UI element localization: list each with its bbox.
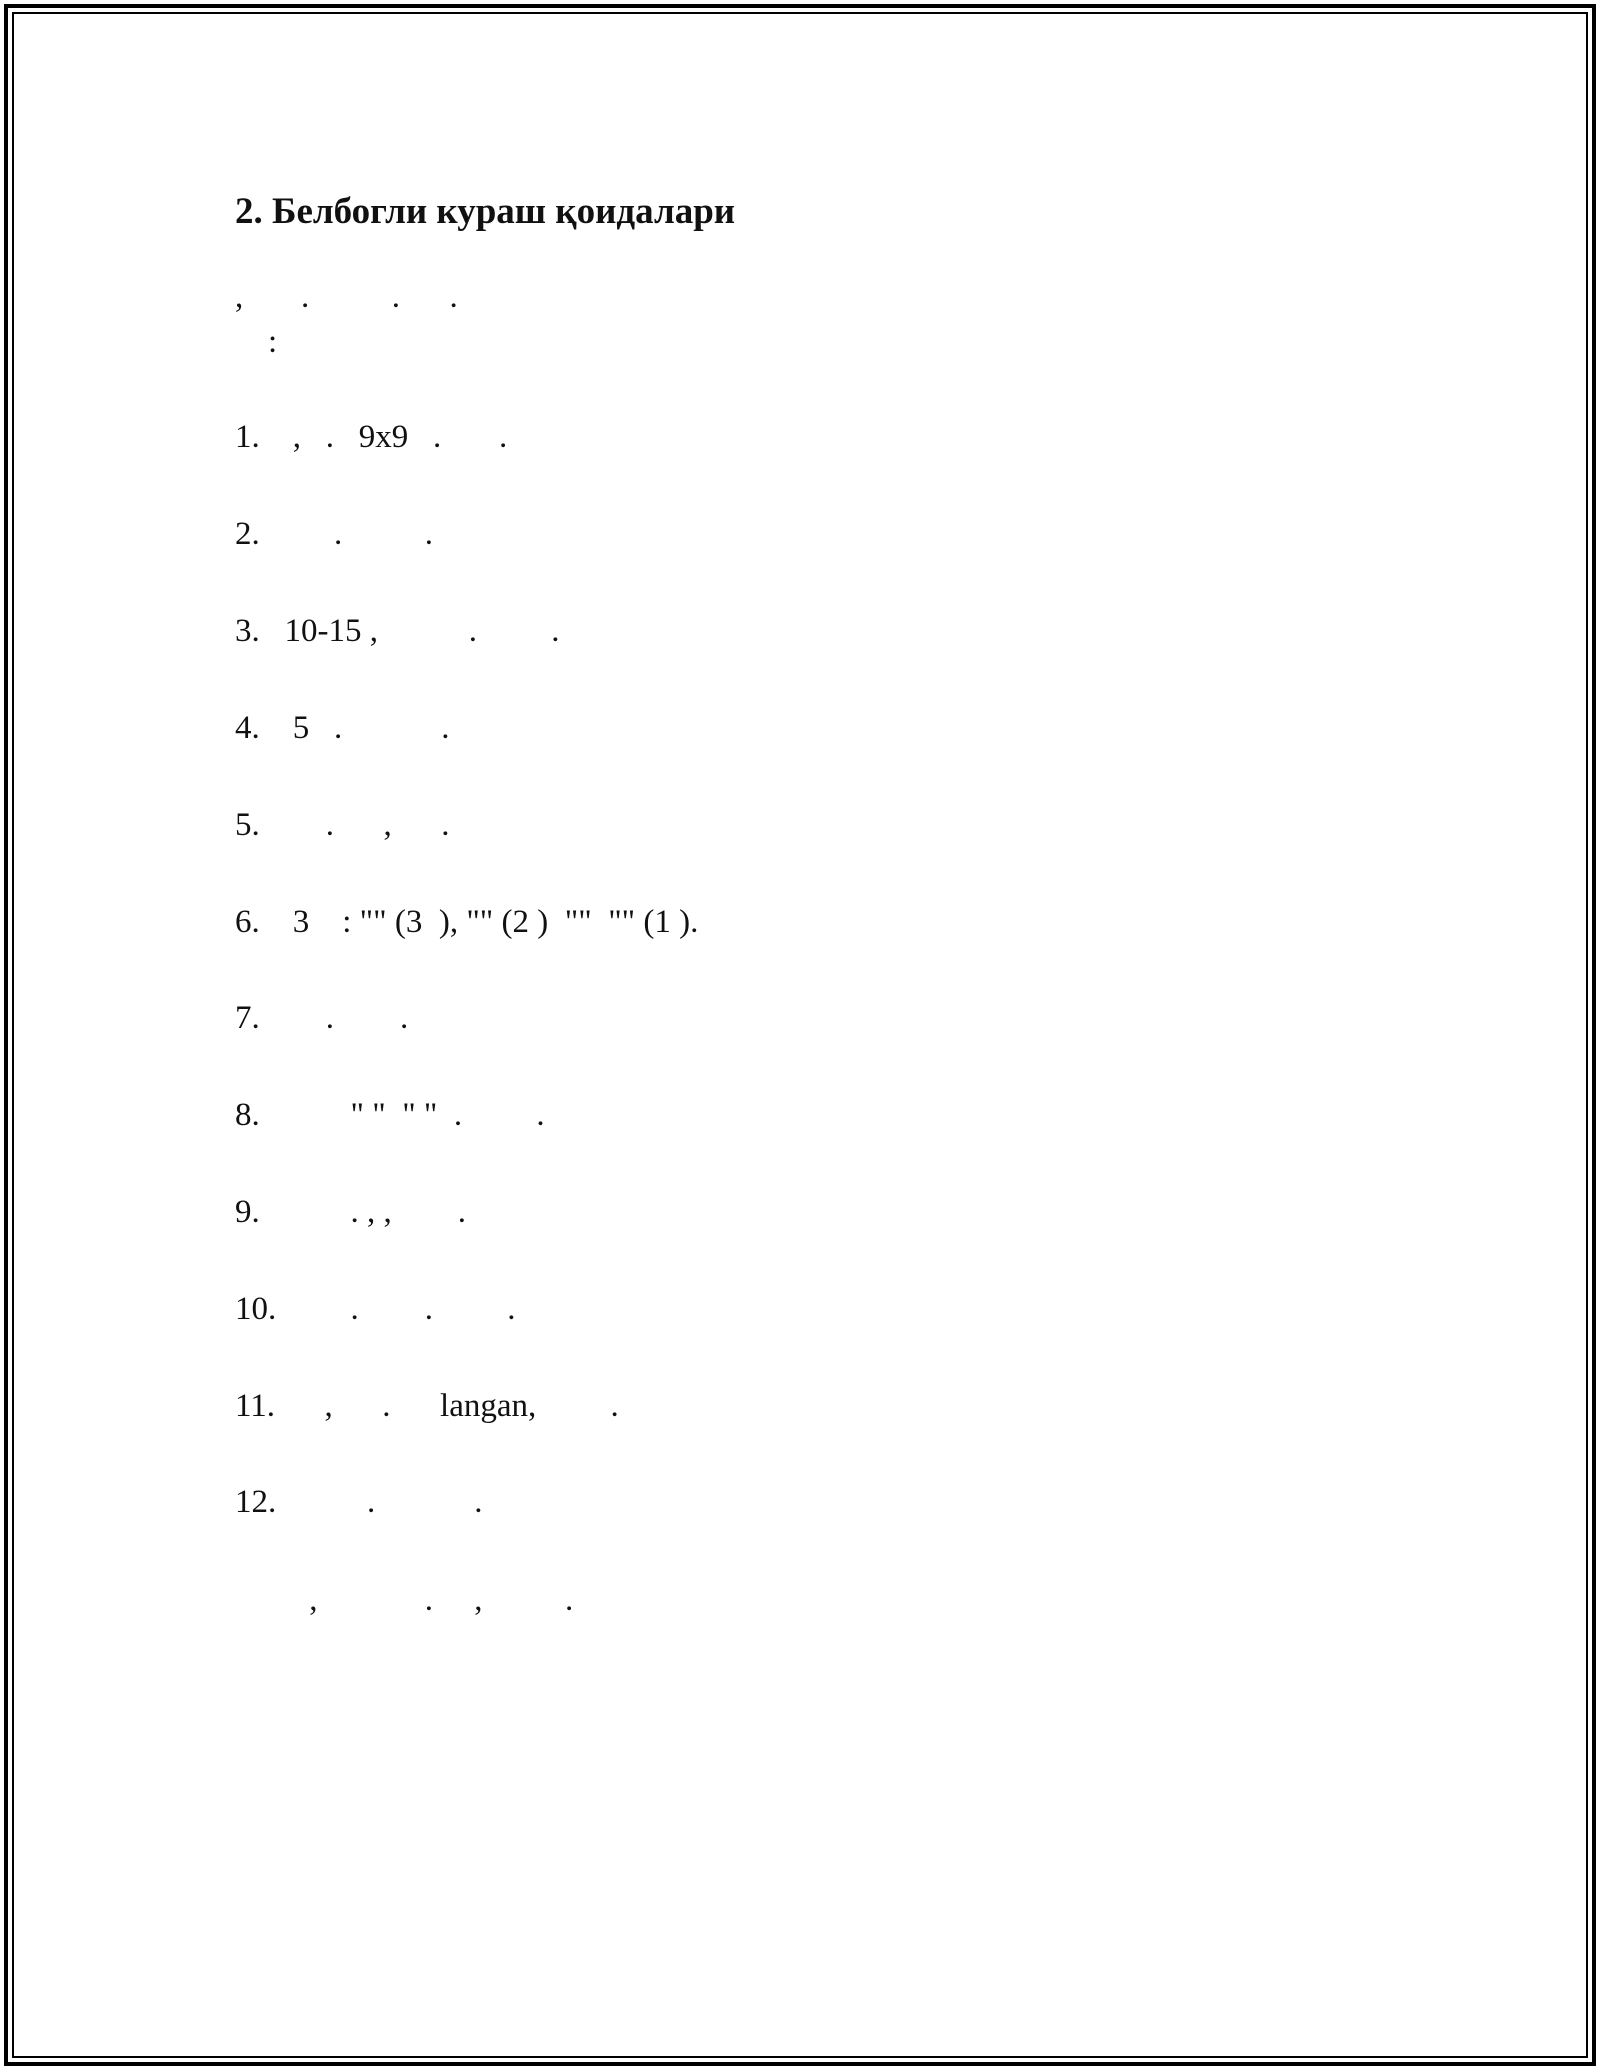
rule-item-2: 2. . . [235, 516, 433, 552]
closing-paragraph: , . , . [235, 1582, 574, 1618]
rule-item-7: 7. . . [235, 1000, 409, 1036]
rule-item-4: 4. 5 . . [235, 710, 450, 746]
rule-item-6: 6. 3 : "" (3 ), "" (2 ) "" "" (1 ). [235, 904, 699, 940]
rule-item-3: 3. 10-15 , . . [235, 613, 560, 649]
rule-item-12: 12. . . [235, 1484, 483, 1520]
rule-item-1: 1. , . 9x9 . . [235, 419, 508, 455]
page-title: 2. Белбогли кураш қоидалари [235, 191, 736, 232]
rule-item-9: 9. . , , . [235, 1194, 466, 1230]
rule-item-5: 5. . , . [235, 807, 450, 843]
rule-item-10: 10. . . . [235, 1291, 516, 1327]
intro-line-1: , . . . [235, 279, 458, 315]
rule-item-8: 8. " " " " . . [235, 1097, 545, 1133]
rule-item-11: 11. , . langan, . [235, 1388, 619, 1424]
intro-line-2: : [235, 324, 278, 360]
